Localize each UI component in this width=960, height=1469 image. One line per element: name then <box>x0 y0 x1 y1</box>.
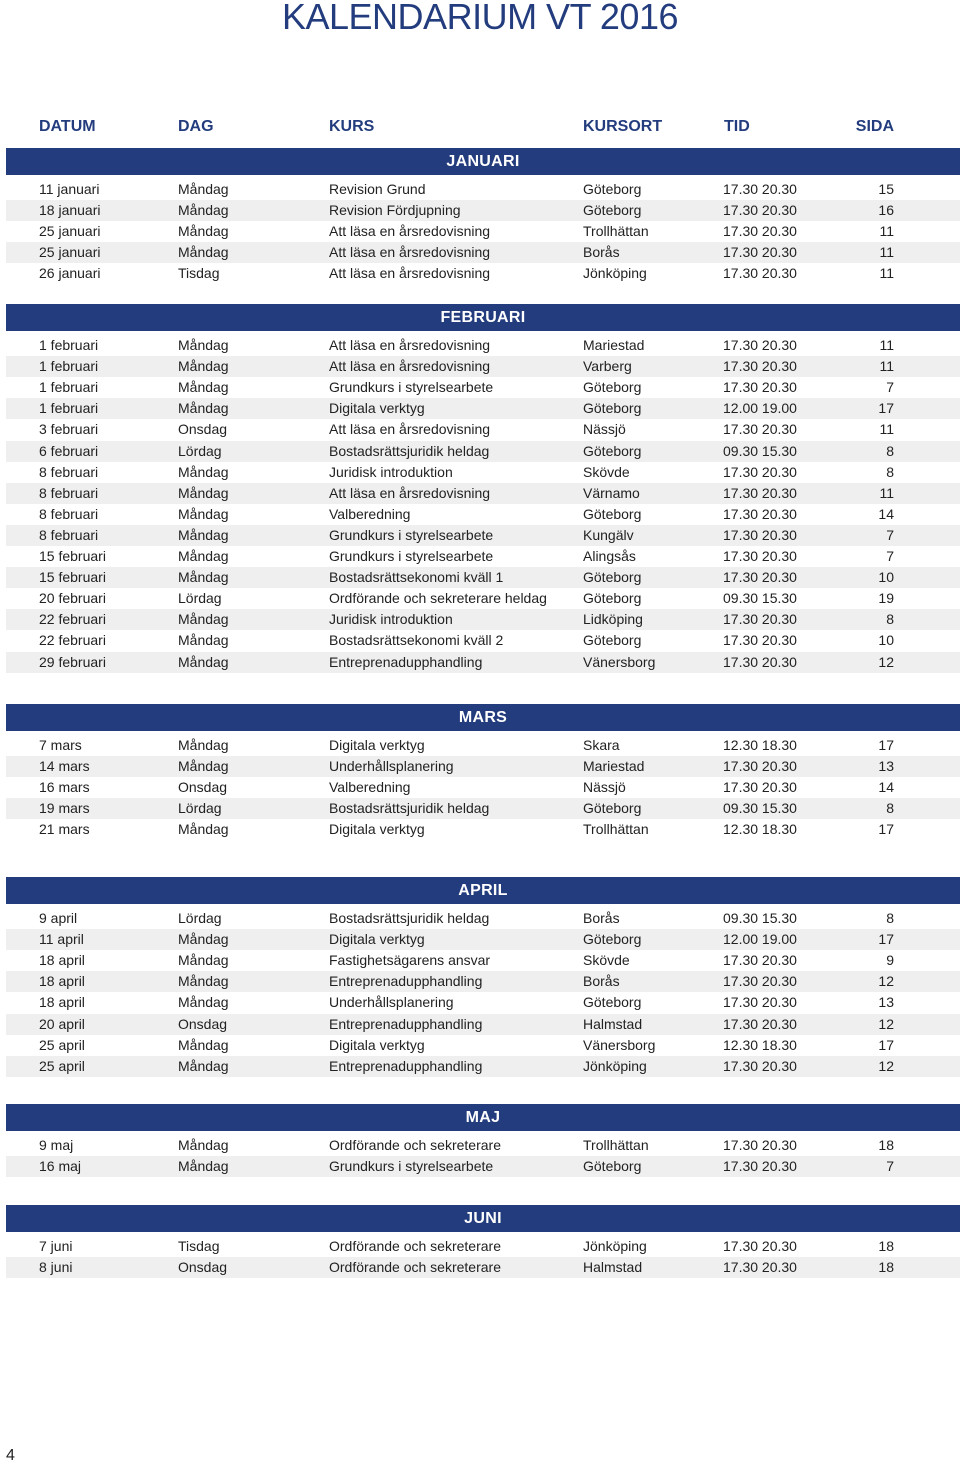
row-sida: 11 <box>879 244 894 260</box>
row-dag: Lördag <box>178 443 222 459</box>
row-dag: Måndag <box>178 548 229 564</box>
row-kursort: Göteborg <box>583 506 642 522</box>
table-row <box>6 798 960 819</box>
row-kursort: Vänersborg <box>583 1037 656 1053</box>
row-tid: 09.30 15.30 <box>723 800 797 816</box>
table-row <box>6 200 960 221</box>
row-kurs: Att läsa en årsredovisning <box>329 485 491 501</box>
row-kurs: Grundkurs i styrelsearbete <box>329 1158 494 1174</box>
row-datum: 15 februari <box>39 548 106 564</box>
month-header: MARS <box>6 704 960 731</box>
row-datum: 20 februari <box>39 590 106 606</box>
row-datum: 3 februari <box>39 421 99 437</box>
table-row <box>6 756 960 777</box>
row-tid: 17.30 20.30 <box>723 611 797 627</box>
row-kurs: Bostadsrättsekonomi kväll 2 <box>329 632 504 648</box>
row-datum: 8 februari <box>39 527 99 543</box>
row-kurs: Bostadsrättsjuridik heldag <box>329 800 490 816</box>
table-row <box>6 1156 960 1177</box>
table-row <box>6 525 960 546</box>
row-dag: Måndag <box>178 758 229 774</box>
row-datum: 9 april <box>39 910 78 926</box>
row-sida: 9 <box>886 952 894 968</box>
row-sida: 18 <box>878 1259 894 1275</box>
row-datum: 20 april <box>39 1016 85 1032</box>
row-datum: 8 februari <box>39 485 99 501</box>
row-tid: 12.00 19.00 <box>723 931 797 947</box>
row-sida: 7 <box>886 379 894 395</box>
row-kursort: Borås <box>583 973 620 989</box>
row-tid: 17.30 20.30 <box>723 973 797 989</box>
row-tid: 09.30 15.30 <box>723 443 797 459</box>
row-kurs: Ordförande och sekreterare <box>329 1259 501 1275</box>
month-header: APRIL <box>6 877 960 904</box>
table-row <box>6 546 960 567</box>
row-sida: 10 <box>878 569 894 585</box>
row-kurs: Entreprenadupphandling <box>329 1058 483 1074</box>
column-header-kursort: KURSORT <box>583 118 663 135</box>
row-sida: 11 <box>879 358 894 374</box>
table-row <box>6 221 960 242</box>
column-header-row <box>0 118 960 140</box>
column-header-tid: TID <box>724 118 750 135</box>
row-datum: 18 april <box>39 973 85 989</box>
row-tid: 17.30 20.30 <box>723 223 797 239</box>
row-dag: Onsdag <box>178 1259 228 1275</box>
row-datum: 25 april <box>39 1058 85 1074</box>
row-tid: 17.30 20.30 <box>723 265 797 281</box>
row-tid: 17.30 20.30 <box>723 994 797 1010</box>
row-kurs: Valberedning <box>329 506 411 522</box>
row-tid: 17.30 20.30 <box>723 421 797 437</box>
row-sida: 12 <box>878 1058 894 1074</box>
row-kurs: Att läsa en årsredovisning <box>329 223 491 239</box>
row-tid: 17.30 20.30 <box>723 654 797 670</box>
table-row <box>6 419 960 440</box>
row-kurs: Juridisk introduktion <box>329 611 453 627</box>
row-dag: Måndag <box>178 527 229 543</box>
row-tid: 17.30 20.30 <box>723 569 797 585</box>
row-dag: Lördag <box>178 590 222 606</box>
row-datum: 19 mars <box>39 800 90 816</box>
row-datum: 18 januari <box>39 202 101 218</box>
row-kursort: Göteborg <box>583 800 642 816</box>
column-header-sida: SIDA <box>855 118 894 135</box>
row-sida: 8 <box>886 800 894 816</box>
row-datum: 16 mars <box>39 779 90 795</box>
row-kursort: Borås <box>583 244 620 260</box>
table-row <box>6 398 960 419</box>
row-kurs: Ordförande och sekreterare heldag <box>329 590 547 606</box>
row-sida: 12 <box>878 1016 894 1032</box>
row-sida: 11 <box>879 337 894 353</box>
row-kursort: Halmstad <box>583 1016 643 1032</box>
table-row <box>6 819 960 840</box>
table-row <box>6 1014 960 1035</box>
row-dag: Tisdag <box>178 1238 220 1254</box>
row-sida: 17 <box>878 821 894 837</box>
row-kurs: Underhållsplanering <box>329 994 454 1010</box>
row-datum: 25 januari <box>39 223 101 239</box>
row-datum: 26 januari <box>39 265 101 281</box>
row-sida: 17 <box>878 1037 894 1053</box>
row-datum: 18 april <box>39 994 85 1010</box>
row-tid: 17.30 20.30 <box>723 485 797 501</box>
row-datum: 21 mars <box>39 821 90 837</box>
row-datum: 8 februari <box>39 464 99 480</box>
row-tid: 12.00 19.00 <box>723 400 797 416</box>
row-kursort: Göteborg <box>583 590 642 606</box>
table-row <box>6 777 960 798</box>
row-tid: 17.30 20.30 <box>723 1058 797 1074</box>
row-datum: 7 mars <box>39 737 82 753</box>
row-tid: 17.30 20.30 <box>723 358 797 374</box>
row-sida: 8 <box>886 611 894 627</box>
table-row <box>6 1236 960 1257</box>
row-dag: Måndag <box>178 1158 229 1174</box>
row-tid: 17.30 20.30 <box>723 1016 797 1032</box>
row-kursort: Göteborg <box>583 202 642 218</box>
row-dag: Måndag <box>178 821 229 837</box>
row-datum: 22 februari <box>39 632 106 648</box>
row-kurs: Digitala verktyg <box>329 400 425 416</box>
row-dag: Måndag <box>178 654 229 670</box>
row-kursort: Alingsås <box>583 548 636 564</box>
row-dag: Måndag <box>178 244 229 260</box>
row-dag: Lördag <box>178 910 222 926</box>
table-row <box>6 971 960 992</box>
table-row <box>6 263 960 284</box>
row-kurs: Att läsa en årsredovisning <box>329 358 491 374</box>
row-tid: 09.30 15.30 <box>723 590 797 606</box>
row-kursort: Varberg <box>583 358 632 374</box>
row-kursort: Göteborg <box>583 400 642 416</box>
table-row <box>6 630 960 651</box>
row-kurs: Ordförande och sekreterare <box>329 1238 501 1254</box>
row-kursort: Göteborg <box>583 569 642 585</box>
row-dag: Måndag <box>178 485 229 501</box>
row-kurs: Entreprenadupphandling <box>329 654 483 670</box>
row-kurs: Fastighetsägarens ansvar <box>329 952 491 968</box>
page-number: 4 <box>6 1447 15 1464</box>
row-tid: 17.30 20.30 <box>723 244 797 260</box>
row-sida: 11 <box>879 223 894 239</box>
row-datum: 25 april <box>39 1037 85 1053</box>
row-kurs: Att läsa en årsredovisning <box>329 337 491 353</box>
row-tid: 12.30 18.30 <box>723 737 797 753</box>
row-datum: 6 februari <box>39 443 99 459</box>
row-kurs: Entreprenadupphandling <box>329 973 483 989</box>
row-sida: 8 <box>886 464 894 480</box>
row-kursort: Trollhättan <box>583 1137 649 1153</box>
row-dag: Måndag <box>178 223 229 239</box>
row-kurs: Att läsa en årsredovisning <box>329 421 491 437</box>
table-row <box>6 992 960 1013</box>
row-tid: 17.30 20.30 <box>723 337 797 353</box>
table-row <box>6 1056 960 1077</box>
table-row <box>6 609 960 630</box>
row-dag: Måndag <box>178 569 229 585</box>
row-dag: Onsdag <box>178 1016 228 1032</box>
row-sida: 18 <box>878 1137 894 1153</box>
row-dag: Onsdag <box>178 779 228 795</box>
row-datum: 8 juni <box>39 1259 73 1275</box>
row-kurs: Underhållsplanering <box>329 758 454 774</box>
row-tid: 17.30 20.30 <box>723 527 797 543</box>
row-tid: 17.30 20.30 <box>723 952 797 968</box>
row-kurs: Entreprenadupphandling <box>329 1016 483 1032</box>
row-datum: 16 maj <box>39 1158 82 1174</box>
row-dag: Tisdag <box>178 265 220 281</box>
row-tid: 17.30 20.30 <box>723 1158 797 1174</box>
row-datum: 22 februari <box>39 611 106 627</box>
row-datum: 7 juni <box>39 1238 73 1254</box>
row-sida: 18 <box>878 1238 894 1254</box>
row-datum: 1 februari <box>39 400 99 416</box>
row-kursort: Vänersborg <box>583 654 656 670</box>
table-row <box>6 1035 960 1056</box>
row-dag: Måndag <box>178 952 229 968</box>
row-kursort: Göteborg <box>583 994 642 1010</box>
row-kurs: Grundkurs i styrelsearbete <box>329 527 494 543</box>
row-datum: 8 februari <box>39 506 99 522</box>
row-tid: 17.30 20.30 <box>723 1137 797 1153</box>
month-header: FEBRUARI <box>6 304 960 331</box>
row-kursort: Skövde <box>583 464 630 480</box>
table-row <box>6 377 960 398</box>
row-datum: 1 februari <box>39 358 99 374</box>
table-row <box>6 908 960 929</box>
row-kurs: Ordförande och sekreterare <box>329 1137 501 1153</box>
row-kursort: Göteborg <box>583 379 642 395</box>
row-dag: Onsdag <box>178 421 228 437</box>
row-sida: 8 <box>886 910 894 926</box>
row-kursort: Trollhättan <box>583 821 649 837</box>
row-kurs: Bostadsrättsjuridik heldag <box>329 910 490 926</box>
row-datum: 18 april <box>39 952 85 968</box>
row-dag: Måndag <box>178 358 229 374</box>
row-sida: 13 <box>878 758 894 774</box>
row-kurs: Grundkurs i styrelsearbete <box>329 548 494 564</box>
column-header-kurs: KURS <box>329 118 375 135</box>
row-tid: 17.30 20.30 <box>723 632 797 648</box>
row-tid: 17.30 20.30 <box>723 548 797 564</box>
row-kursort: Nässjö <box>583 421 626 437</box>
table-row <box>6 504 960 525</box>
row-sida: 14 <box>878 779 894 795</box>
row-datum: 11 januari <box>39 181 100 197</box>
row-tid: 17.30 20.30 <box>723 758 797 774</box>
row-dag: Måndag <box>178 506 229 522</box>
row-kursort: Göteborg <box>583 181 642 197</box>
row-tid: 17.30 20.30 <box>723 379 797 395</box>
row-kurs: Bostadsrättsjuridik heldag <box>329 443 490 459</box>
row-kursort: Göteborg <box>583 931 642 947</box>
row-datum: 14 mars <box>39 758 90 774</box>
table-row <box>6 929 960 950</box>
row-kursort: Göteborg <box>583 443 642 459</box>
row-sida: 15 <box>878 181 894 197</box>
table-row <box>6 1257 960 1278</box>
row-sida: 12 <box>878 973 894 989</box>
row-sida: 7 <box>886 527 894 543</box>
table-row <box>6 950 960 971</box>
row-dag: Måndag <box>178 1137 229 1153</box>
page-title: KALENDARIUM VT 2016 <box>282 0 678 37</box>
row-sida: 13 <box>878 994 894 1010</box>
table-row <box>6 441 960 462</box>
table-row <box>6 242 960 263</box>
row-dag: Måndag <box>178 181 229 197</box>
row-kursort: Lidköping <box>583 611 643 627</box>
row-kursort: Skövde <box>583 952 630 968</box>
row-dag: Måndag <box>178 400 229 416</box>
row-kurs: Att läsa en årsredovisning <box>329 244 491 260</box>
row-kursort: Borås <box>583 910 620 926</box>
row-dag: Lördag <box>178 800 222 816</box>
row-datum: 1 februari <box>39 379 99 395</box>
table-row <box>6 335 960 356</box>
row-kursort: Göteborg <box>583 632 642 648</box>
row-kursort: Halmstad <box>583 1259 643 1275</box>
month-header: MAJ <box>6 1104 960 1131</box>
row-tid: 17.30 20.30 <box>723 506 797 522</box>
row-kursort: Göteborg <box>583 1158 642 1174</box>
table-row <box>6 588 960 609</box>
row-kurs: Att läsa en årsredovisning <box>329 265 491 281</box>
row-sida: 12 <box>878 654 894 670</box>
row-sida: 17 <box>878 737 894 753</box>
table-row <box>6 462 960 483</box>
row-dag: Måndag <box>178 737 229 753</box>
row-kurs: Grundkurs i styrelsearbete <box>329 379 494 395</box>
row-sida: 8 <box>886 443 894 459</box>
row-dag: Måndag <box>178 337 229 353</box>
row-dag: Måndag <box>178 632 229 648</box>
row-datum: 1 februari <box>39 337 99 353</box>
row-kurs: Bostadsrättsekonomi kväll 1 <box>329 569 504 585</box>
row-dag: Måndag <box>178 202 229 218</box>
row-tid: 17.30 20.30 <box>723 464 797 480</box>
table-row <box>6 179 960 200</box>
month-header: JUNI <box>6 1205 960 1232</box>
column-header-datum: DATUM <box>39 118 96 135</box>
row-dag: Måndag <box>178 379 229 395</box>
table-row <box>6 735 960 756</box>
table-row <box>6 567 960 588</box>
table-row <box>6 1135 960 1156</box>
row-datum: 11 april <box>39 931 84 947</box>
row-sida: 11 <box>879 421 894 437</box>
row-tid: 12.30 18.30 <box>723 821 797 837</box>
table-row <box>6 652 960 673</box>
row-dag: Måndag <box>178 464 229 480</box>
row-tid: 17.30 20.30 <box>723 1259 797 1275</box>
table-row <box>6 356 960 377</box>
row-kursort: Mariestad <box>583 337 645 353</box>
row-kursort: Värnamo <box>583 485 640 501</box>
row-sida: 14 <box>878 506 894 522</box>
column-header-dag: DAG <box>178 118 214 135</box>
row-kursort: Jönköping <box>583 1238 647 1254</box>
row-dag: Måndag <box>178 973 229 989</box>
row-kursort: Jönköping <box>583 1058 647 1074</box>
row-kursort: Nässjö <box>583 779 626 795</box>
row-sida: 16 <box>878 202 894 218</box>
row-kursort: Kungälv <box>583 527 634 543</box>
row-kurs: Digitala verktyg <box>329 737 425 753</box>
row-sida: 11 <box>879 485 894 501</box>
row-dag: Måndag <box>178 931 229 947</box>
row-kursort: Jönköping <box>583 265 647 281</box>
table-row <box>6 483 960 504</box>
row-kurs: Juridisk introduktion <box>329 464 453 480</box>
row-tid: 09.30 15.30 <box>723 910 797 926</box>
row-kursort: Skara <box>583 737 620 753</box>
row-sida: 17 <box>878 400 894 416</box>
row-kursort: Mariestad <box>583 758 645 774</box>
row-kurs: Valberedning <box>329 779 411 795</box>
row-datum: 9 maj <box>39 1137 74 1153</box>
row-sida: 10 <box>878 632 894 648</box>
row-tid: 17.30 20.30 <box>723 1238 797 1254</box>
row-sida: 11 <box>879 265 894 281</box>
row-dag: Måndag <box>178 611 229 627</box>
row-dag: Måndag <box>178 1037 229 1053</box>
row-kurs: Revision Fördjupning <box>329 202 461 218</box>
row-kurs: Digitala verktyg <box>329 1037 425 1053</box>
row-kurs: Revision Grund <box>329 181 426 197</box>
row-dag: Måndag <box>178 1058 229 1074</box>
row-sida: 17 <box>878 931 894 947</box>
row-datum: 15 februari <box>39 569 106 585</box>
row-datum: 25 januari <box>39 244 101 260</box>
month-header: JANUARI <box>6 148 960 175</box>
row-kurs: Digitala verktyg <box>329 931 425 947</box>
row-tid: 12.30 18.30 <box>723 1037 797 1053</box>
row-dag: Måndag <box>178 994 229 1010</box>
row-tid: 17.30 20.30 <box>723 181 797 197</box>
row-sida: 19 <box>878 590 894 606</box>
row-tid: 17.30 20.30 <box>723 202 797 218</box>
row-kursort: Trollhättan <box>583 223 649 239</box>
row-tid: 17.30 20.30 <box>723 779 797 795</box>
row-datum: 29 februari <box>39 654 106 670</box>
row-sida: 7 <box>886 548 894 564</box>
row-sida: 7 <box>886 1158 894 1174</box>
row-kurs: Digitala verktyg <box>329 821 425 837</box>
